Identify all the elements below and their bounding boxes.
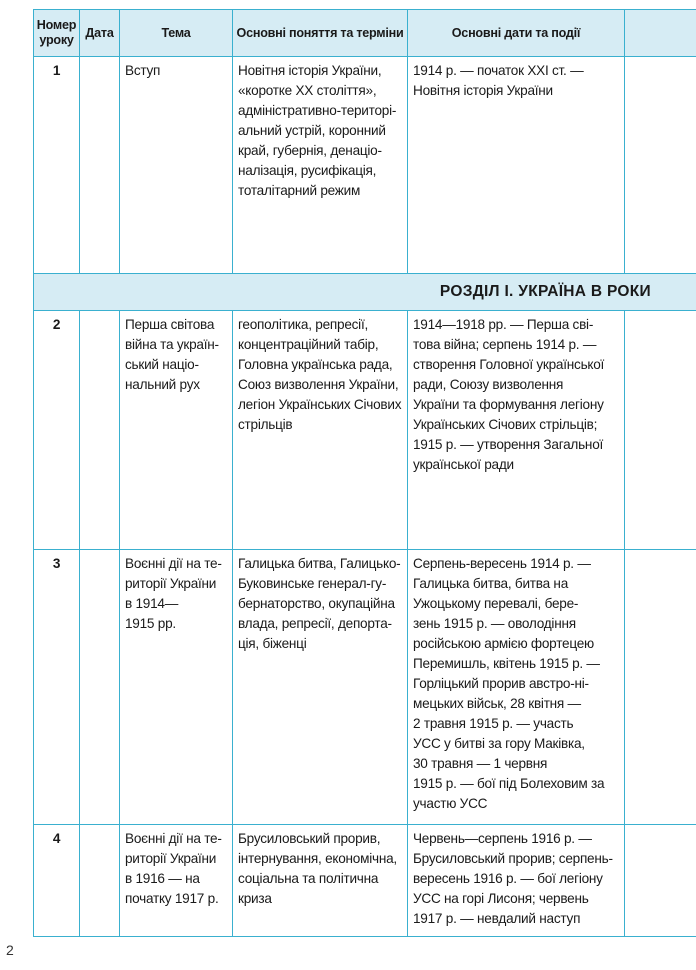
section-title: РОЗДІЛ І. УКРАЇНА В РОКИ [34, 274, 696, 311]
header-terms: Основні поняття та терміни [233, 10, 408, 57]
section-row [34, 274, 696, 311]
extra-cell [625, 311, 696, 550]
dates-cell: Червень—серпень 1916 р. — Брусиловський прорив; серпень- вересень 1916 р. — бої легіону УСС на горі Лисоня; червень 1917 р. — невдалий наступ [408, 825, 625, 937]
terms-cell: Галицька битва, Галицько- Буковинське генерал-гу- бернаторство, окупаційна влада, репресії, депорта- ція, біженці [233, 550, 408, 825]
topic-cell: Перша світова війна та україн- ський націо- нальний рух [120, 311, 233, 550]
header-topic: Тема [120, 10, 233, 57]
lesson-number: 2 [34, 311, 80, 550]
lesson-number: 4 [34, 825, 80, 937]
extra-cell [625, 825, 696, 937]
topic-cell: Вступ [120, 57, 233, 274]
topic-cell: Воєнні дії на те- риторії України в 1916 — на початку 1917 р. [120, 825, 233, 937]
dates-cell: 1914 р. — початок XXI ст. — Новітня історія України [408, 57, 625, 274]
header-extra [625, 10, 696, 57]
header-lesson-number: Номер уроку [34, 10, 80, 57]
terms-cell: Брусиловський прорив, інтернування, економічна, соціальна та політична криза [233, 825, 408, 937]
table-header-row [34, 10, 696, 57]
dates-cell: 1914—1918 рр. — Перша сві- това війна; серпень 1914 р. — створення Головної української ради, Союзу визволення України та формування легіону Українських Січових стрільців; 1915 р. — утворення Загальної української ради [408, 311, 625, 550]
topic-cell: Воєнні дії на те- риторії України в 1914— 1915 рр. [120, 550, 233, 825]
extra-cell [625, 550, 696, 825]
lesson-number: 1 [34, 57, 80, 274]
header-dates-events: Основні дати та події [408, 10, 625, 57]
lesson-plan-table [33, 9, 696, 937]
date-cell [80, 57, 120, 274]
extra-cell [625, 57, 696, 274]
date-cell [80, 311, 120, 550]
table-row [34, 57, 696, 274]
dates-cell: Серпень-вересень 1914 р. — Галицька битва, битва на Ужоцькому перевалі, бере- зень 1915 р. — оволодіння російською армією фортецею Перемишль, квітень 1915 р. — Горліцький прорив австро-ні- мецьких військ, 28 квітня — 2 травня 1915 р. — участь УСС у битві за гору Маківка, 30 травня — 1 червня 1915 р. — бої під Болеховим за участю УСС [408, 550, 625, 825]
terms-cell: Новітня історія України, «коротке XX століття», адміністративно-територі- альний устрій, коронний край, губернія, денаціо- налізація, русифікація, тоталітарний режим [233, 57, 408, 274]
date-cell [80, 550, 120, 825]
terms-cell: геополітика, репресії, концентраційний табір, Головна українська рада, Союз визволення України, легіон Українських Січових стрільців [233, 311, 408, 550]
lesson-number: 3 [34, 550, 80, 825]
table-row [34, 311, 696, 550]
page-number: 2 [6, 942, 14, 958]
date-cell [80, 825, 120, 937]
table-row [34, 550, 696, 825]
table-row [34, 825, 696, 937]
header-date: Дата [80, 10, 120, 57]
